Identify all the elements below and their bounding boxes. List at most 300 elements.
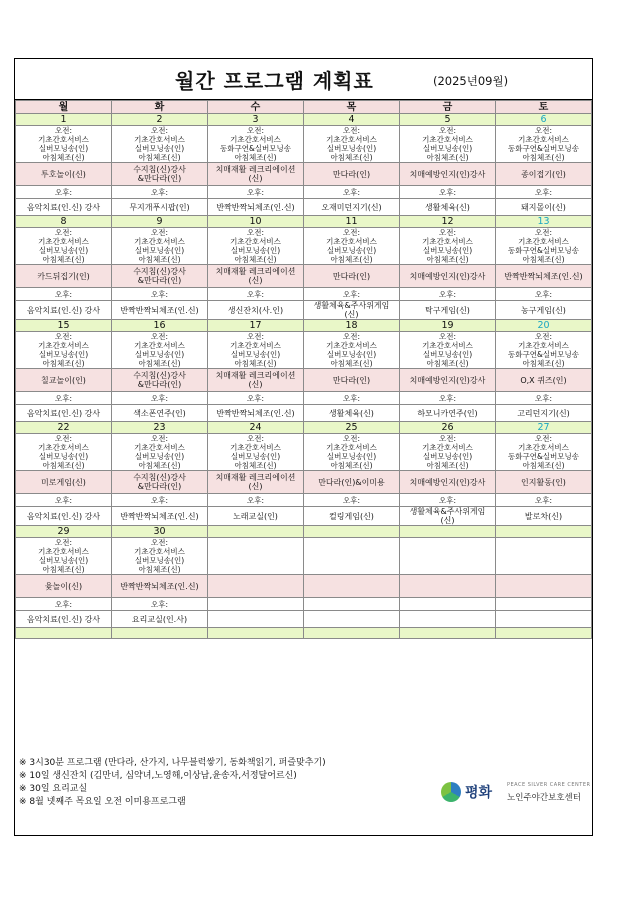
- cell-line: 노래교실(인): [233, 511, 278, 521]
- cell-line: 반짝반짝뇌체조(인.신): [504, 271, 583, 281]
- afternoon-label-cell: 오후:: [496, 494, 592, 507]
- activity-cell: [496, 369, 592, 392]
- afternoon-cell: [304, 507, 400, 526]
- notes-section: [19, 757, 326, 809]
- cell-line: 기초간호서비스: [422, 237, 473, 246]
- morning-cell: [496, 332, 592, 369]
- cell-line: 기초간호서비스: [230, 237, 281, 246]
- activity-cell: [304, 369, 400, 392]
- afternoon-cell: [400, 301, 496, 320]
- afternoon-cell: [496, 405, 592, 422]
- afternoon-label-cell: 오후:: [208, 392, 304, 405]
- afternoon-label-cell: 오후:: [400, 392, 496, 405]
- weekday-header: 토: [496, 101, 592, 114]
- afternoon-cell: [16, 199, 112, 216]
- cell-line: 실버모닝송(인): [134, 452, 185, 461]
- afternoon-label-cell: [400, 598, 496, 611]
- cell-line: 생신잔치(사.인): [227, 305, 284, 315]
- cell-line: 기초간호서비스: [38, 547, 89, 556]
- activity-cell: [208, 369, 304, 392]
- morning-cell: [112, 538, 208, 575]
- afternoon-cell: [400, 507, 496, 526]
- afternoon-label-cell: [208, 598, 304, 611]
- date-cell: 1: [16, 114, 112, 126]
- cell-line: 기초간호서비스: [38, 341, 89, 350]
- cell-line: 기초간호서비스: [230, 341, 281, 350]
- weekday-header: 목: [304, 101, 400, 114]
- afternoon-label-cell: 오후:: [400, 186, 496, 199]
- afternoon-cell: [400, 611, 496, 628]
- afternoon-cell: [304, 611, 400, 628]
- activity-cell: [208, 163, 304, 186]
- afternoon-cell: [208, 507, 304, 526]
- activity-cell: [112, 369, 208, 392]
- cell-line: 아침체조(신): [234, 461, 277, 470]
- cell-line: 발로차(신): [524, 511, 563, 521]
- cell-line: 동화구연&실버모닝송: [219, 144, 292, 153]
- afternoon-label-cell: 오후:: [112, 186, 208, 199]
- afternoon-cell: [496, 301, 592, 320]
- afternoon-cell: [496, 199, 592, 216]
- cell-line: 생활체육&주사위게임: [409, 507, 486, 516]
- morning-cell: [208, 228, 304, 265]
- weekday-header: 금: [400, 101, 496, 114]
- date-cell: 23: [112, 422, 208, 434]
- am-label: 오전:: [150, 126, 169, 135]
- spacer-cell: [208, 628, 304, 639]
- morning-row: [16, 434, 592, 471]
- morning-cell: [208, 434, 304, 471]
- logo-english: PEACE SILVER CARE CENTER: [507, 782, 591, 788]
- cell-line: 생활체육(신): [425, 202, 470, 212]
- spacer-cell: [400, 628, 496, 639]
- morning-cell: [16, 332, 112, 369]
- afternoon-label-cell: 오후:: [208, 494, 304, 507]
- cell-line: 기초간호서비스: [326, 443, 377, 452]
- afternoon-cell: [112, 199, 208, 216]
- activity-cell: [496, 265, 592, 288]
- afternoon-cell: [112, 507, 208, 526]
- cell-line: 아침체조(신): [426, 359, 469, 368]
- afternoon-label-cell: 오후:: [496, 186, 592, 199]
- activity-cell: [112, 163, 208, 186]
- cell-line: 오재미던지기(신): [321, 202, 382, 212]
- cell-line: 카드뒤집기(인): [37, 271, 90, 281]
- morning-cell: [400, 434, 496, 471]
- activity-cell: [16, 575, 112, 598]
- cell-line: 인지활동(인): [521, 477, 566, 487]
- afternoon-cell: [304, 301, 400, 320]
- afternoon-row: [16, 199, 592, 216]
- cell-line: 아침체조(신): [330, 255, 373, 264]
- cell-line: 아침체조(신): [522, 461, 565, 470]
- date-row: [16, 114, 592, 126]
- date-row: [16, 216, 592, 228]
- am-label: 오전:: [150, 332, 169, 341]
- afternoon-cell: [16, 301, 112, 320]
- activity-row: [16, 265, 592, 288]
- activity-row: [16, 471, 592, 494]
- morning-cell: [496, 538, 592, 575]
- afternoon-cell: [16, 611, 112, 628]
- morning-cell: [208, 126, 304, 163]
- afternoon-cell: [400, 199, 496, 216]
- cell-line: 실버모닝송(인): [38, 452, 89, 461]
- date-cell: 19: [400, 320, 496, 332]
- afternoon-row: [16, 507, 592, 526]
- cell-line: 아침체조(신): [426, 255, 469, 264]
- cell-line: 음악치료(인.신) 강사: [26, 614, 101, 624]
- activity-cell: [112, 265, 208, 288]
- morning-cell: [16, 126, 112, 163]
- am-label: 오전:: [150, 538, 169, 547]
- cell-line: 치매재활 레크리에이션: [215, 165, 296, 174]
- cell-line: 기초간호서비스: [422, 135, 473, 144]
- date-cell: [400, 526, 496, 538]
- am-label: 오전:: [438, 434, 457, 443]
- date-cell: [304, 526, 400, 538]
- activity-cell: [112, 471, 208, 494]
- morning-cell: [112, 434, 208, 471]
- cell-line: 무지개푸시팝(인): [129, 202, 190, 212]
- cell-line: 윷놀이(신): [44, 581, 83, 591]
- morning-cell: [304, 332, 400, 369]
- cell-line: 실버모닝송(인): [134, 556, 185, 565]
- cell-line: 동화구연&실버모닝송: [507, 452, 580, 461]
- cell-line: 색소폰연주(인): [133, 408, 186, 418]
- cell-line: 수지침(신)강사: [133, 267, 186, 276]
- activity-cell: [400, 163, 496, 186]
- title-row: [15, 59, 592, 100]
- cell-line: (신): [344, 310, 359, 319]
- cell-line: 아침체조(신): [522, 255, 565, 264]
- cell-line: 실버모닝송(인): [326, 144, 377, 153]
- cell-line: 실버모닝송(인): [38, 556, 89, 565]
- afternoon-label-cell: 오후:: [112, 288, 208, 301]
- cell-line: 아침체조(신): [234, 153, 277, 162]
- cell-line: &만다라(인): [137, 174, 182, 183]
- date-cell: 10: [208, 216, 304, 228]
- cell-line: 수지침(신)강사: [133, 371, 186, 380]
- am-label: 오전:: [438, 228, 457, 237]
- afternoon-cell: [496, 507, 592, 526]
- am-label: 오전:: [534, 434, 553, 443]
- cell-line: &만다라(인): [137, 276, 182, 285]
- morning-cell: [496, 434, 592, 471]
- cell-line: 실버모닝송(인): [134, 246, 185, 255]
- afternoon-cell: [400, 405, 496, 422]
- date-cell: 11: [304, 216, 400, 228]
- afternoon-row: [16, 301, 592, 320]
- afternoon-label-cell: 오후:: [112, 598, 208, 611]
- date-cell: 30: [112, 526, 208, 538]
- morning-cell: [400, 332, 496, 369]
- cell-line: 아침체조(신): [42, 359, 85, 368]
- cell-line: 실버모닝송(인): [230, 246, 281, 255]
- cell-line: 아침체조(신): [42, 461, 85, 470]
- afternoon-label-cell: 오후:: [112, 494, 208, 507]
- date-row: [16, 422, 592, 434]
- cell-line: 아침체조(신): [138, 461, 181, 470]
- afternoon-label-cell: 오후:: [400, 494, 496, 507]
- activity-cell: [496, 575, 592, 598]
- cell-line: 치매예방인지(인)강사: [409, 477, 486, 487]
- activity-cell: [400, 575, 496, 598]
- am-label: 오전:: [534, 228, 553, 237]
- cell-line: (신): [248, 276, 263, 285]
- afternoon-label-cell: 오후:: [16, 494, 112, 507]
- morning-cell: [208, 538, 304, 575]
- afternoon-cell: [304, 405, 400, 422]
- cell-line: 기초간호서비스: [326, 341, 377, 350]
- afternoon-label-row: [16, 598, 592, 611]
- activity-cell: [496, 471, 592, 494]
- cell-line: 음악치료(인.신) 강사: [26, 511, 101, 521]
- date-cell: 9: [112, 216, 208, 228]
- afternoon-label-row: [16, 494, 592, 507]
- cell-line: 아침체조(신): [138, 255, 181, 264]
- cell-line: 기초간호서비스: [134, 341, 185, 350]
- cell-line: 실버모닝송(인): [326, 350, 377, 359]
- am-label: 오전:: [54, 538, 73, 547]
- date-cell: 22: [16, 422, 112, 434]
- afternoon-row: [16, 405, 592, 422]
- footer-spacer-row: [16, 628, 592, 639]
- cell-line: 컬링게임(신): [329, 511, 374, 521]
- activity-cell: [112, 575, 208, 598]
- cell-line: 반짝반짝뇌체조(인.신): [216, 202, 295, 212]
- date-cell: 18: [304, 320, 400, 332]
- cell-line: 만다라(인): [332, 271, 371, 281]
- cell-line: (신): [440, 516, 455, 525]
- date-cell: 27: [496, 422, 592, 434]
- cell-line: (신): [248, 174, 263, 183]
- cell-line: 실버모닝송(인): [326, 246, 377, 255]
- am-label: 오전:: [438, 126, 457, 135]
- date-cell: 16: [112, 320, 208, 332]
- cell-line: 동화구연&실버모닝송: [507, 144, 580, 153]
- weekday-header-row: [16, 101, 592, 114]
- cell-line: 실버모닝송(인): [422, 144, 473, 153]
- activity-cell: [304, 575, 400, 598]
- cell-line: 실버모닝송(인): [230, 452, 281, 461]
- cell-line: 아침체조(신): [330, 461, 373, 470]
- cell-line: 기초간호서비스: [518, 341, 569, 350]
- cell-line: 아침체조(신): [330, 359, 373, 368]
- spacer-cell: [112, 628, 208, 639]
- activity-cell: [208, 471, 304, 494]
- morning-cell: [304, 434, 400, 471]
- cell-line: 투호놀이(신): [41, 169, 86, 179]
- date-cell: 15: [16, 320, 112, 332]
- calendar-table: [15, 100, 592, 639]
- cell-line: 반짝반짝뇌체조(인.신): [120, 581, 199, 591]
- afternoon-label-row: [16, 186, 592, 199]
- morning-cell: [496, 228, 592, 265]
- cell-line: 만다라(인): [332, 375, 371, 385]
- activity-cell: [16, 265, 112, 288]
- cell-line: 동화구연&실버모닝송: [507, 350, 580, 359]
- am-label: 오전:: [54, 434, 73, 443]
- activity-cell: [496, 163, 592, 186]
- cell-line: 아침체조(신): [234, 255, 277, 264]
- cell-line: 반짝반짝뇌체조(인.신): [120, 305, 199, 315]
- morning-row: [16, 538, 592, 575]
- cell-line: 기초간호서비스: [230, 443, 281, 452]
- am-label: 오전:: [246, 434, 265, 443]
- cell-line: 기초간호서비스: [326, 135, 377, 144]
- am-label: 오전:: [246, 228, 265, 237]
- am-label: 오전:: [150, 228, 169, 237]
- activity-cell: [400, 471, 496, 494]
- cell-line: 음악치료(인.신) 강사: [26, 408, 101, 418]
- note-line: ※ 10일 생신잔치 (김만녀, 심약녀,노영해,이상남,윤송자,서정달어르신): [19, 771, 297, 781]
- cell-line: &만다라(인): [137, 482, 182, 491]
- cell-line: 기초간호서비스: [230, 135, 281, 144]
- cell-line: 농구게임(신): [521, 305, 566, 315]
- am-label: 오전:: [438, 332, 457, 341]
- date-row: [16, 526, 592, 538]
- date-cell: 6: [496, 114, 592, 126]
- weekday-header: 월: [16, 101, 112, 114]
- afternoon-label-row: [16, 288, 592, 301]
- cell-line: (신): [248, 380, 263, 389]
- schedule-sheet: [14, 58, 593, 836]
- morning-cell: [112, 228, 208, 265]
- morning-cell: [304, 538, 400, 575]
- cell-line: 치매재활 레크리에이션: [215, 371, 296, 380]
- activity-cell: [16, 163, 112, 186]
- morning-cell: [16, 538, 112, 575]
- cell-line: 아침체조(신): [42, 153, 85, 162]
- afternoon-cell: [208, 611, 304, 628]
- cell-line: 실버모닝송(인): [134, 350, 185, 359]
- date-cell: 4: [304, 114, 400, 126]
- cell-line: 음악치료(인.신) 강사: [26, 202, 101, 212]
- activity-row: [16, 575, 592, 598]
- date-cell: 8: [16, 216, 112, 228]
- cell-line: 기초간호서비스: [38, 135, 89, 144]
- cell-line: 치매재활 레크리에이션: [215, 267, 296, 276]
- cell-line: 아침체조(신): [234, 359, 277, 368]
- activity-cell: [208, 265, 304, 288]
- afternoon-label-cell: [304, 598, 400, 611]
- afternoon-label-cell: 오후:: [16, 186, 112, 199]
- morning-cell: [304, 126, 400, 163]
- cell-line: 기초간호서비스: [38, 237, 89, 246]
- cell-line: 기초간호서비스: [518, 443, 569, 452]
- afternoon-label-cell: 오후:: [304, 186, 400, 199]
- afternoon-cell: [208, 301, 304, 320]
- cell-line: 수지침(신)강사: [133, 165, 186, 174]
- cell-line: 아침체조(신): [42, 565, 85, 574]
- am-label: 오전:: [342, 228, 361, 237]
- afternoon-label-cell: 오후:: [304, 494, 400, 507]
- date-row: [16, 320, 592, 332]
- morning-cell: [496, 126, 592, 163]
- note-line: ※ 8월 넷째주 목요일 오전 이미용프로그램: [19, 797, 186, 807]
- afternoon-label-cell: 오후:: [496, 288, 592, 301]
- cell-line: 실버모닝송(인): [38, 350, 89, 359]
- date-cell: 2: [112, 114, 208, 126]
- am-label: 오전:: [342, 434, 361, 443]
- cell-line: 기초간호서비스: [422, 443, 473, 452]
- cell-line: 만다라(인)&이미용: [318, 477, 385, 487]
- cell-line: 아침체조(신): [522, 153, 565, 162]
- morning-cell: [112, 126, 208, 163]
- cell-line: 기초간호서비스: [134, 547, 185, 556]
- cell-line: 기초간호서비스: [134, 237, 185, 246]
- date-cell: 17: [208, 320, 304, 332]
- cell-line: 탁구게임(신): [425, 305, 470, 315]
- am-label: 오전:: [54, 228, 73, 237]
- cell-line: 치매재활 레크리에이션: [215, 473, 296, 482]
- cell-line: 고리던지기(신): [517, 408, 570, 418]
- morning-cell: [400, 538, 496, 575]
- note-line: ※ 30일 요리교실: [19, 784, 88, 794]
- cell-line: 기초간호서비스: [518, 237, 569, 246]
- activity-row: [16, 163, 592, 186]
- cell-line: 동화구연&실버모닝송: [507, 246, 580, 255]
- cell-line: 아침체조(신): [138, 359, 181, 368]
- activity-cell: [304, 265, 400, 288]
- activity-cell: [16, 369, 112, 392]
- afternoon-label-cell: 오후:: [16, 392, 112, 405]
- afternoon-label-cell: 오후:: [16, 598, 112, 611]
- afternoon-cell: [208, 405, 304, 422]
- date-cell: 25: [304, 422, 400, 434]
- morning-row: [16, 332, 592, 369]
- cell-line: 치매예방인지(인)강사: [409, 271, 486, 281]
- cell-line: 미로게임(신): [41, 477, 86, 487]
- cell-line: 실버모닝송(인): [422, 350, 473, 359]
- page-title: 월간 프로그램 계획표: [175, 69, 374, 93]
- morning-cell: [400, 126, 496, 163]
- afternoon-cell: [208, 199, 304, 216]
- afternoon-label-cell: 오후:: [496, 392, 592, 405]
- date-cell: 29: [16, 526, 112, 538]
- cell-line: 돼지몰이(신): [521, 202, 566, 212]
- activity-cell: [16, 471, 112, 494]
- afternoon-cell: [304, 199, 400, 216]
- cell-line: 아침체조(신): [426, 461, 469, 470]
- cell-line: 실버모닝송(인): [38, 144, 89, 153]
- morning-cell: [304, 228, 400, 265]
- date-cell: 5: [400, 114, 496, 126]
- weekday-header: 화: [112, 101, 208, 114]
- afternoon-cell: [16, 405, 112, 422]
- cell-line: &만다라(인): [137, 380, 182, 389]
- cell-line: 아침체조(신): [426, 153, 469, 162]
- cell-line: 기초간호서비스: [134, 135, 185, 144]
- cell-line: 기초간호서비스: [134, 443, 185, 452]
- afternoon-cell: [496, 611, 592, 628]
- morning-row: [16, 126, 592, 163]
- cell-line: 종이접기(인): [521, 169, 566, 179]
- afternoon-label-row: [16, 392, 592, 405]
- cell-line: 실버모닝송(인): [326, 452, 377, 461]
- morning-row: [16, 228, 592, 265]
- cell-line: 만다라(인): [332, 169, 371, 179]
- cell-line: 기초간호서비스: [326, 237, 377, 246]
- date-cell: 20: [496, 320, 592, 332]
- date-cell: [208, 526, 304, 538]
- afternoon-label-cell: [496, 598, 592, 611]
- am-label: 오전:: [534, 332, 553, 341]
- afternoon-row: [16, 611, 592, 628]
- cell-line: 실버모닝송(인): [38, 246, 89, 255]
- activity-cell: [304, 471, 400, 494]
